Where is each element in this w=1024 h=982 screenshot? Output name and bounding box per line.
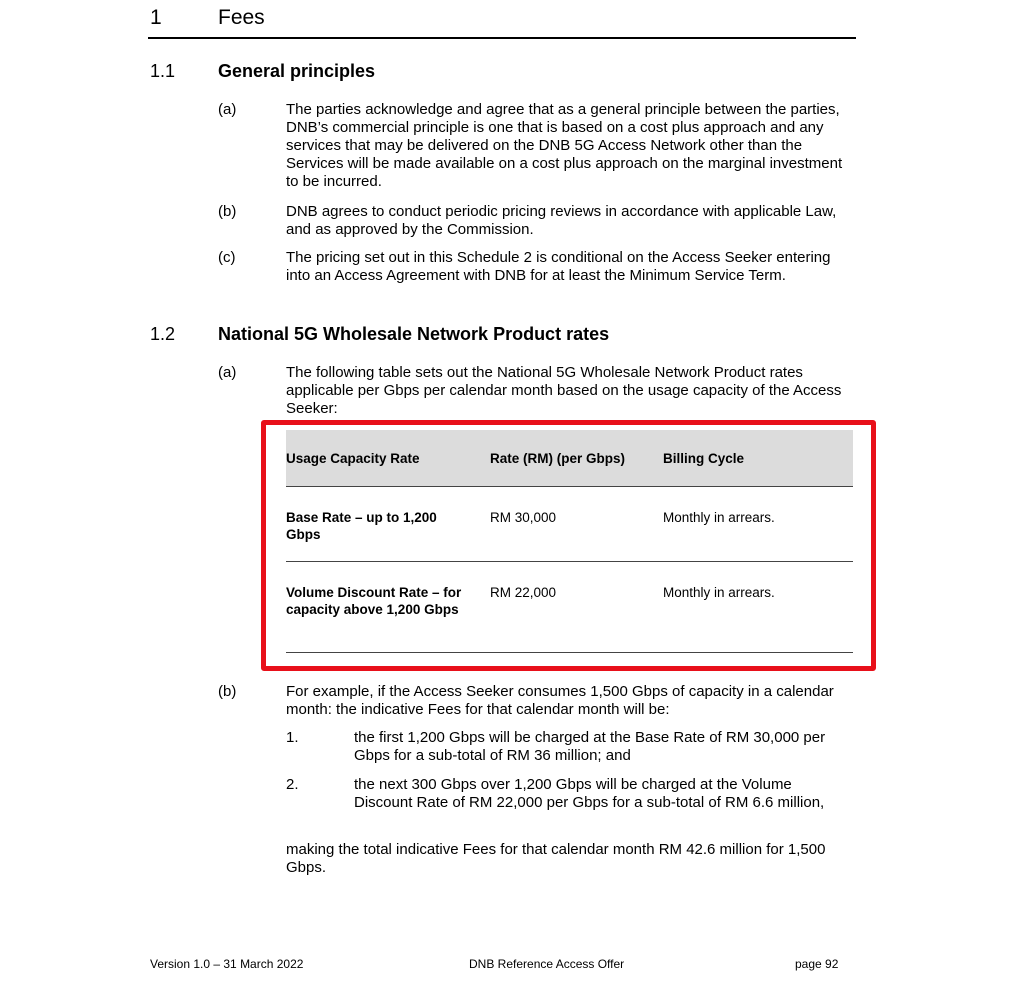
subsection-number-1-1: 1.1 — [150, 61, 176, 81]
item-text-c: The pricing set out in this Schedule 2 is conditional on the Access Seeker entering into an Access Agreement with DNB for at least the Minimum Service Term. — [286, 249, 831, 284]
table-cell-base-rate-value: RM 30,000 — [490, 510, 557, 525]
item-label-a: (a) — [218, 101, 237, 118]
highlight-box — [261, 420, 876, 671]
subsection-number-1-2: 1.2 — [150, 324, 176, 344]
item-label-a: (a) — [218, 364, 237, 381]
subsection-title-rates: National 5G Wholesale Network Product rates — [218, 324, 610, 344]
section-number: 1 — [150, 6, 162, 29]
subitem-text-2: the next 300 Gbps over 1,200 Gbps will be charged at the Volume Discount Rate of RM 22,000 per Gbps for a sub-total of RM 6.6 million, — [354, 776, 825, 811]
table-header-rate: Rate (RM) (per Gbps) — [490, 451, 625, 466]
subitem-text-1: the first 1,200 Gbps will be charged at the Base Rate of RM 30,000 per Gbps for a sub-total of RM 36 million; and — [354, 729, 826, 764]
item-text-b: DNB agrees to conduct periodic pricing reviews in accordance with applicable Law, and as approved by the Commission. — [286, 203, 837, 238]
footer-page-number: page 92 — [795, 957, 839, 971]
section-title: Fees — [218, 6, 265, 29]
item-text-a: The following table sets out the National 5G Wholesale Network Product rates applicable per Gbps per calendar month based on the usage capacity of the Access Seeker: — [286, 364, 842, 417]
table-cell-base-rate: Base Rate – up to 1,200 Gbps — [286, 510, 437, 542]
subsection-title-general-principles: General principles — [218, 61, 376, 81]
table-cell-volume-discount: Volume Discount Rate – for capacity above 1,200 Gbps — [286, 585, 462, 617]
table-header-usage-capacity: Usage Capacity Rate — [286, 451, 420, 466]
item-text-b: For example, if the Access Seeker consumes 1,500 Gbps of capacity in a calendar month: the indicative Fees for that calendar month will be: — [286, 683, 834, 718]
table-cell-volume-billing: Monthly in arrears. — [663, 585, 775, 600]
subitem-label-2: 2. — [286, 776, 299, 793]
item-label-b: (b) — [218, 683, 237, 700]
table-header-billing-cycle: Billing Cycle — [663, 451, 745, 466]
item-text-a: The parties acknowledge and agree that as a general principle between the parties, DNB’s commercial principle is one that is based on a cost plus approach and any services that may be delivered on the DNB 5G Access Network other than the Services will be made available on a cost plus approach on the marginal investment to be incurred. — [286, 101, 843, 190]
footer-version: Version 1.0 – 31 March 2022 — [150, 957, 304, 971]
item-label-c: (c) — [218, 249, 236, 266]
item-label-b: (b) — [218, 203, 237, 220]
section-divider — [148, 37, 856, 39]
subitem-label-1: 1. — [286, 729, 299, 746]
closing-text: making the total indicative Fees for that calendar month RM 42.6 million for 1,500 Gbps. — [286, 841, 826, 876]
footer-document-title: DNB Reference Access Offer — [469, 957, 625, 971]
table-cell-volume-discount-value: RM 22,000 — [490, 585, 557, 600]
table-cell-base-billing: Monthly in arrears. — [663, 510, 775, 525]
